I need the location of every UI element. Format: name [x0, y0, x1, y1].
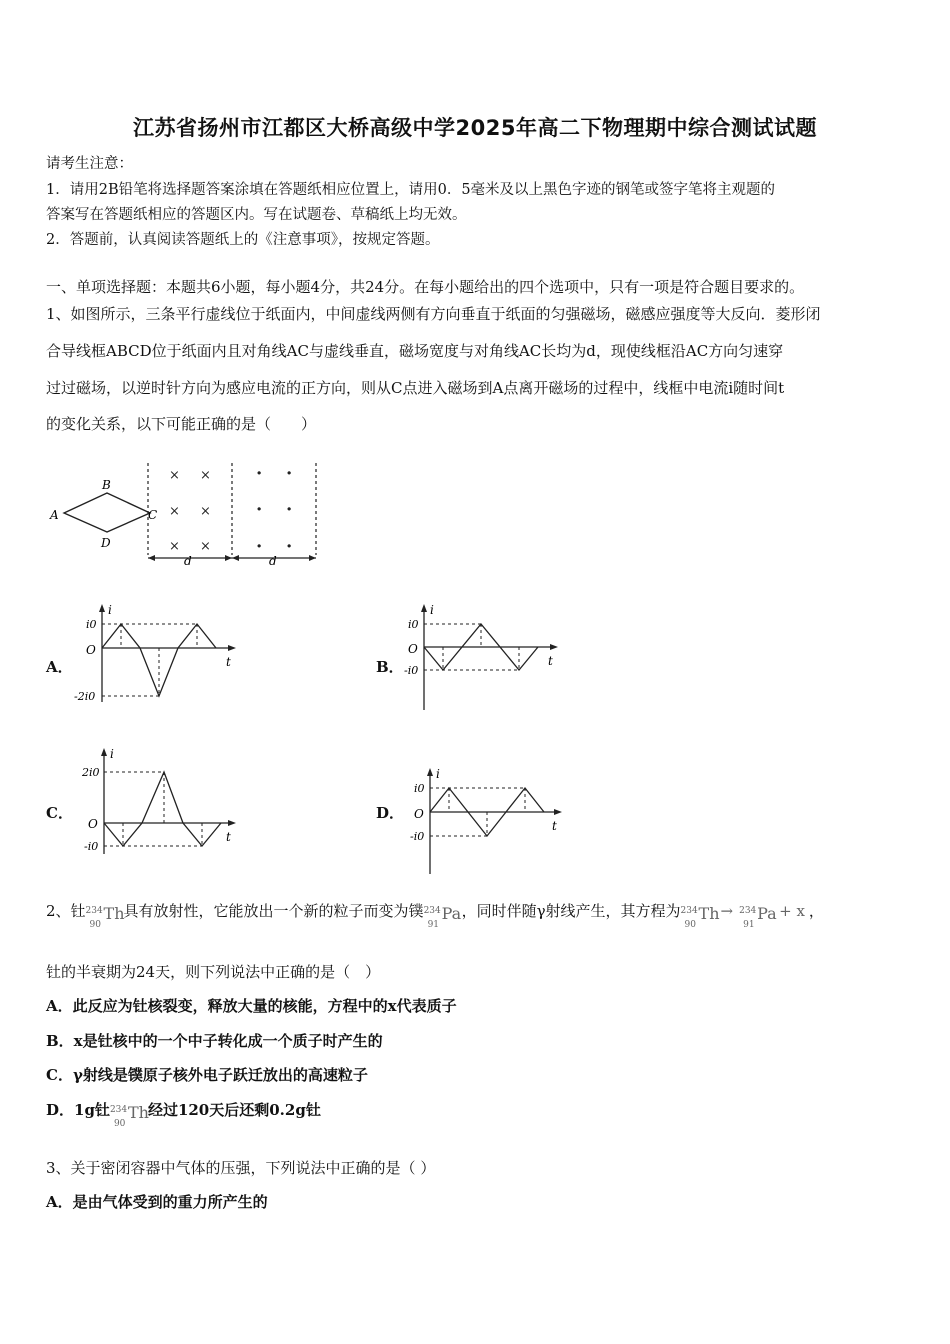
q1-option-d-label[interactable]: D．	[376, 804, 405, 822]
cross-5: ×	[169, 539, 180, 554]
tick-i0: i0	[86, 618, 97, 631]
element-symbol: Th	[103, 904, 125, 923]
thorium-nuclide	[85, 899, 125, 930]
dot-5: ·	[256, 536, 263, 557]
atomic-number: 91	[427, 920, 440, 930]
page-title: 江苏省扬州市江都区大桥高级中学2025年高二下物理期中综合测试试题	[133, 116, 817, 140]
tick-neg: -i0	[404, 664, 419, 677]
protactinium-nuclide	[423, 899, 462, 930]
axis-i: i	[430, 603, 434, 617]
axis-t: t	[548, 654, 553, 668]
label-d: D	[101, 536, 111, 550]
atomic-number: 90	[89, 920, 101, 930]
q1-option-c-graph[interactable]	[72, 746, 242, 856]
q1-option-a-label[interactable]: A．	[46, 658, 73, 676]
tick-neg: -i0	[410, 830, 425, 843]
tick-neg: -2i0	[74, 690, 96, 703]
notice-line-1: 1．请用2B铅笔将选择题答案涂填在答题纸相应位置上，请用0．5毫米及以上黑色字迹的钢笔或签字笔将主观题的	[46, 182, 776, 198]
dot-6: ·	[286, 536, 293, 557]
atomic-number: 90	[684, 920, 696, 930]
q2-text-1: 具有放射性，它能放出一个新的粒子而变为镤	[123, 902, 424, 920]
q1-line-1: 1、如图所示，三条平行虚线位于纸面内，中间虚线两侧有方向垂直于纸面的匀强磁场，磁感应强度等大反向．菱形闭	[46, 305, 821, 323]
q2-stem	[46, 898, 824, 930]
q3-option-a[interactable]: A．是由气体受到的重力所产生的	[46, 1193, 268, 1211]
axis-t: t	[226, 830, 231, 844]
dot-2: ·	[286, 463, 293, 484]
axis-t: t	[552, 819, 557, 833]
q1-figure	[44, 455, 334, 570]
notice-heading: 请考生注意：	[46, 156, 133, 172]
dot-3: ·	[256, 499, 263, 520]
mass-number: 234	[680, 906, 698, 916]
q2-option-a[interactable]: A．此反应为钍核裂变，释放大量的核能，方程中的x代表质子	[46, 997, 457, 1015]
cross-4: ×	[200, 504, 211, 519]
cross-6: ×	[200, 539, 211, 554]
q1-line-4: 的变化关系，以下可能正确的是（ ）	[46, 415, 317, 433]
mass-number: 234	[109, 1105, 128, 1115]
label-c: C	[148, 508, 158, 522]
q3-stem: 3、关于密闭容器中气体的压强，下列说法中正确的是（ ）	[46, 1159, 436, 1177]
cross-1: ×	[169, 468, 180, 483]
element-symbol: Th	[127, 1103, 149, 1122]
q2-option-d-pre: D．1g钍	[46, 1101, 110, 1119]
element-symbol: Th	[698, 904, 720, 923]
q2-text-2: ，同时伴随γ射线产生，其方程为	[461, 902, 681, 920]
mass-number: 234	[85, 906, 103, 916]
label-b: B	[102, 478, 111, 492]
tick-i0: i0	[408, 618, 419, 631]
q1-line-3: 过过磁场，以逆时针方向为感应电流的正方向，则从C点进入磁场到A点离开磁场的过程中，线框中电流i随时间t	[46, 379, 785, 397]
dot-4: ·	[286, 499, 293, 520]
axis-i: i	[110, 747, 114, 761]
q2-intro: 2、钍	[46, 902, 86, 920]
q2-option-d[interactable]	[46, 1097, 321, 1129]
cross-2: ×	[200, 468, 211, 483]
equation-thorium	[680, 899, 720, 930]
q2-option-d-post: 经过120天后还剩0.2g钍	[147, 1101, 321, 1119]
origin: O	[88, 817, 98, 831]
q2-option-b[interactable]: B．x是钍核中的一个中子转化成一个质子时产生的	[46, 1032, 383, 1050]
q1-line-2: 合导线框ABCD位于纸面内且对角线AC与虚线垂直，磁场宽度与对角线AC长均为d，现使线框沿AC方向匀速穿	[46, 342, 784, 360]
origin: O	[86, 643, 96, 657]
equation-arrow: →	[720, 902, 734, 920]
mass-number: 234	[423, 906, 441, 916]
dot-1: ·	[256, 463, 263, 484]
axis-t: t	[226, 655, 231, 669]
q1-option-b-graph[interactable]	[400, 602, 570, 712]
q2-comma: ，	[808, 902, 824, 920]
equation-plus-x: + x	[779, 902, 805, 920]
q1-option-a-graph[interactable]	[72, 602, 242, 712]
q1-option-d-graph[interactable]	[404, 766, 574, 876]
width-d-1: d	[184, 554, 192, 568]
axis-i: i	[108, 603, 112, 617]
width-d-2: d	[269, 554, 277, 568]
cross-3: ×	[169, 504, 180, 519]
equation-protactinium	[739, 899, 777, 930]
section-heading: 一、单项选择题：本题共6小题，每小题4分，共24分。在每小题给出的四个选项中，只有一项是符合题目要求的。	[46, 278, 805, 296]
tick-i0: i0	[414, 782, 425, 795]
option-d-thorium	[109, 1098, 149, 1129]
tick-2i0: 2i0	[82, 766, 100, 779]
label-a: A	[50, 508, 59, 522]
atomic-number: 91	[743, 920, 755, 930]
element-symbol: Pa	[441, 904, 462, 923]
element-symbol: Pa	[757, 904, 777, 923]
atomic-number: 90	[113, 1119, 126, 1129]
notice-line-2: 答案写在答题纸相应的答题区内。写在试题卷、草稿纸上均无效。	[46, 207, 467, 223]
q2-line-2: 钍的半衰期为24天，则下列说法中正确的是（ ）	[46, 963, 381, 981]
axis-i: i	[436, 767, 440, 781]
q2-option-c[interactable]: C．γ射线是镤原子核外电子跃迁放出的高速粒子	[46, 1066, 368, 1084]
origin: O	[408, 642, 418, 656]
mass-number: 234	[739, 906, 757, 916]
q1-option-c-label[interactable]: C．	[46, 804, 73, 822]
tick-neg: -i0	[84, 840, 99, 853]
origin: O	[414, 807, 424, 821]
notice-line-3: 2．答题前，认真阅读答题纸上的《注意事项》，按规定答题。	[46, 232, 440, 248]
q1-option-b-label[interactable]: B．	[376, 658, 404, 676]
